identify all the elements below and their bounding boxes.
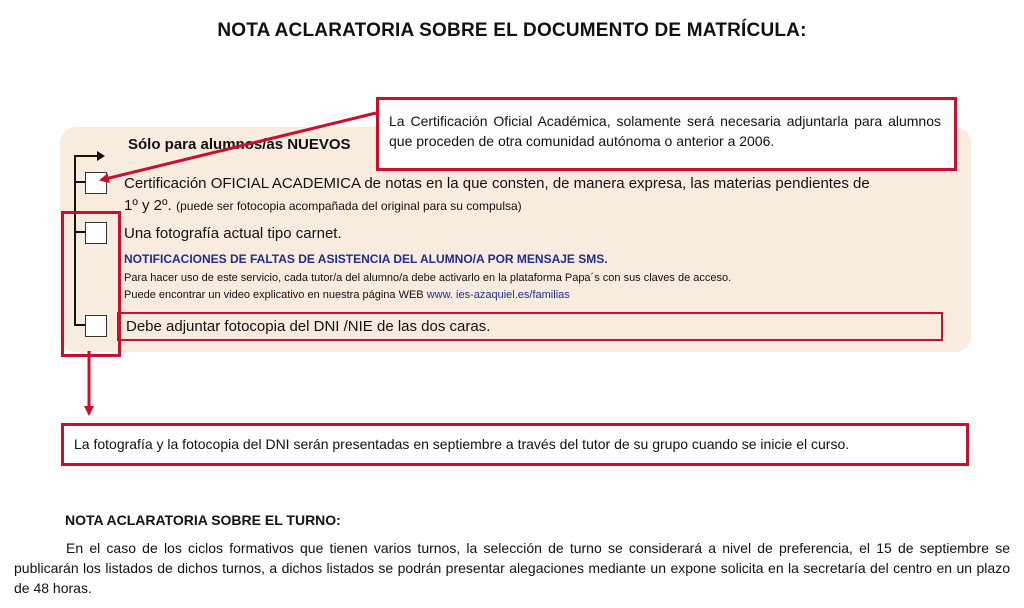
sms-line1: Para hacer uso de este servicio, cada tutor/a del alumno/a debe activarlo en la plataforma Papa´s con sus claves de acceso. [124,272,732,284]
page-title: NOTA ACLARATORIA SOBRE EL DOCUMENTO DE MATRÍCULA: [217,20,807,41]
callout-bottom-text: La fotografía y la fotocopia del DNI serán presentadas en septiembre a través del tutor de su grupo cuando se inicie el curso. [74,436,850,452]
website-link[interactable]: www. ies-azaquiel.es/familias [426,289,570,301]
item-certificacion-note: (puede ser fotocopia acompañada del original para su compulsa) [176,199,522,213]
callout-top-text: La Certificación Oficial Académica, solamente será necesaria adjuntarla para alumnos que proceden de otra comunidad autónoma o anterior a 2006. [389,113,941,149]
item-certificacion-courses: 1º y 2º. [124,197,172,214]
item-certificacion-line1: Certificación OFICIAL ACADEMICA de notas en la que consten, de manera expresa, las materias pendientes de [124,175,870,192]
item-fotografia: Una fotografía actual tipo carnet. [124,225,342,242]
form-heading: Sólo para alumnos/as NUEVOS [128,136,351,153]
turno-note-title: NOTA ACLARATORIA SOBRE EL TURNO: [65,512,341,528]
turno-note-body: En el caso de los ciclos formativos que tienen varios turnos, la selección de turno se considerará a nivel de preferencia, el 15 de septiembre se publicarán los listados de dichos turnos, a dichos listados se podrán presentar alegaciones mediante un expone solicita en la secretaría del centro en un plazo de 48 horas. [14,540,1010,596]
sms-heading: NOTIFICACIONES DE FALTAS DE ASISTENCIA DEL ALUMNO/A POR MENSAJE SMS. [124,252,608,266]
item-dni: Debe adjuntar fotocopia del DNI /NIE de las dos caras. [126,318,491,335]
sms-line2-text: Puede encontrar un video explicativo en nuestra página WEB [124,289,424,301]
arrow-to-certificacion-icon [101,113,376,180]
